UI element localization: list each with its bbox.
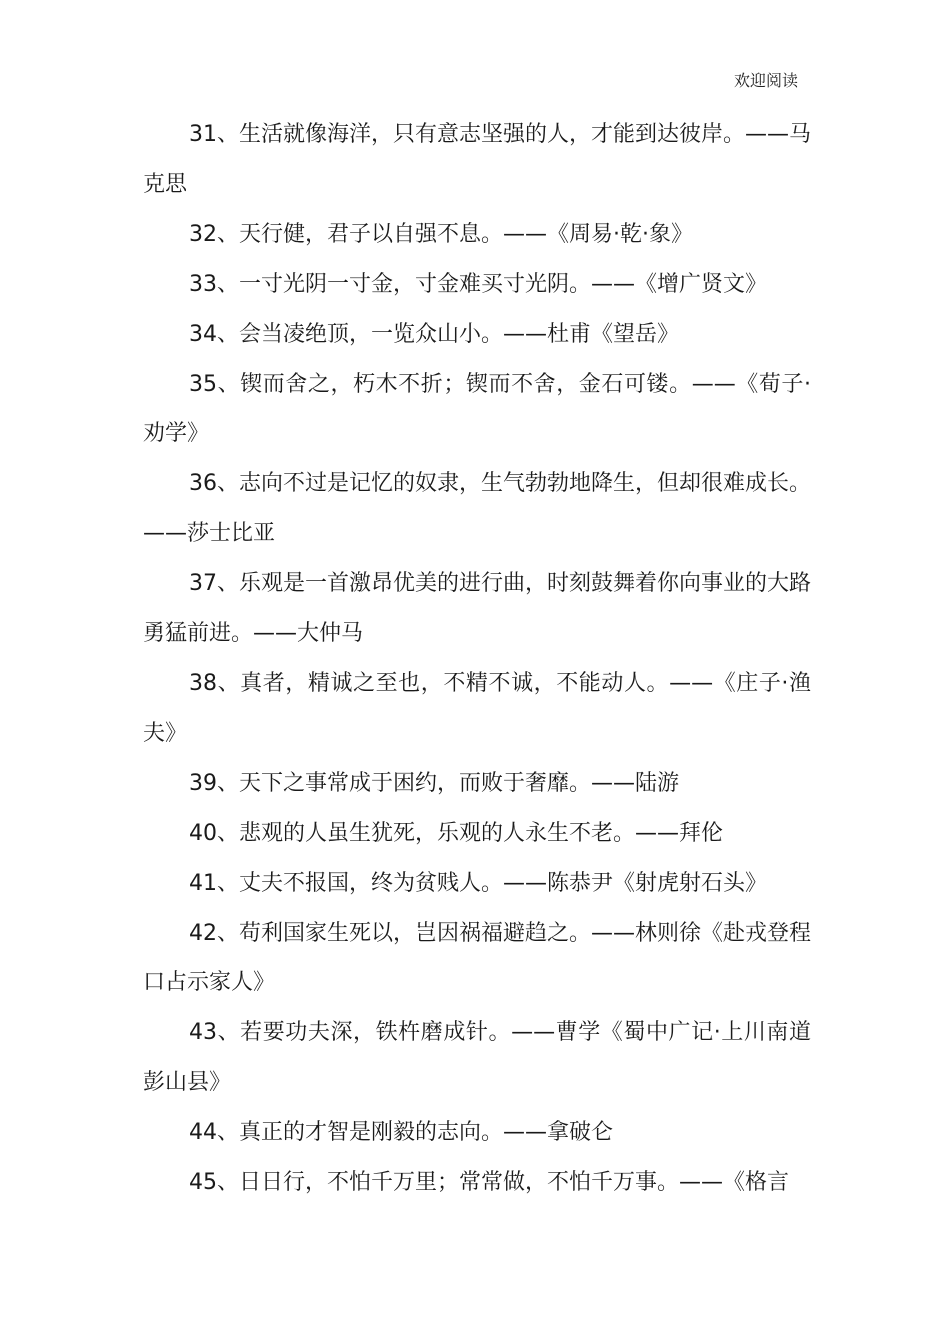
quote-37: 37、乐观是一首激昂优美的进行曲，时刻鼓舞着你向事业的大路勇猛前进。——大仲马 xyxy=(143,571,811,647)
quote-36: 36、志向不过是记忆的奴隶，生气勃勃地降生，但却很难成长。——莎士比亚 xyxy=(143,471,811,547)
quote-40: 40、悲观的人虽生犹死，乐观的人永生不老。——拜伦 xyxy=(189,820,723,846)
quote-41: 41、丈夫不报国，终为贫贱人。——陈恭尹《射虎射石头》 xyxy=(189,870,767,896)
quote-43: 43、若要功夫深，铁杵磨成针。——曹学《蜀中广记·上川南道彭山县》 xyxy=(143,1020,811,1096)
quote-32: 32、天行健，君子以自强不息。——《周易·乾·象》 xyxy=(189,221,693,247)
quote-35: 35、锲而舍之，朽木不折；锲而不舍，金石可镂。——《荀子·劝学》 xyxy=(143,371,811,447)
quote-42: 42、苟利国家生死以，岂因祸福避趋之。——林则徐《赴戎登程口占示家人》 xyxy=(143,920,811,996)
quote-31: 31、生活就像海洋，只有意志坚强的人，才能到达彼岸。——马克思 xyxy=(143,122,811,197)
quote-33: 33、一寸光阴一寸金，寸金难买寸光阴。——《增广贤文》 xyxy=(189,271,767,297)
page-header: 欢迎阅读 xyxy=(733,71,798,90)
quote-list xyxy=(143,110,811,1208)
quote-39: 39、天下之事常成于困约，而败于奢靡。——陆游 xyxy=(189,770,679,796)
quote-44: 44、真正的才智是刚毅的志向。——拿破仑 xyxy=(189,1120,613,1146)
quote-45: 45、日日行，不怕千万里；常常做，不怕千万事。——《格言 xyxy=(189,1170,789,1196)
quote-38: 38、真者，精诚之至也，不精不诚，不能动人。——《庄子·渔夫》 xyxy=(143,670,811,746)
quote-34: 34、会当凌绝顶，一览众山小。——杜甫《望岳》 xyxy=(189,321,679,347)
